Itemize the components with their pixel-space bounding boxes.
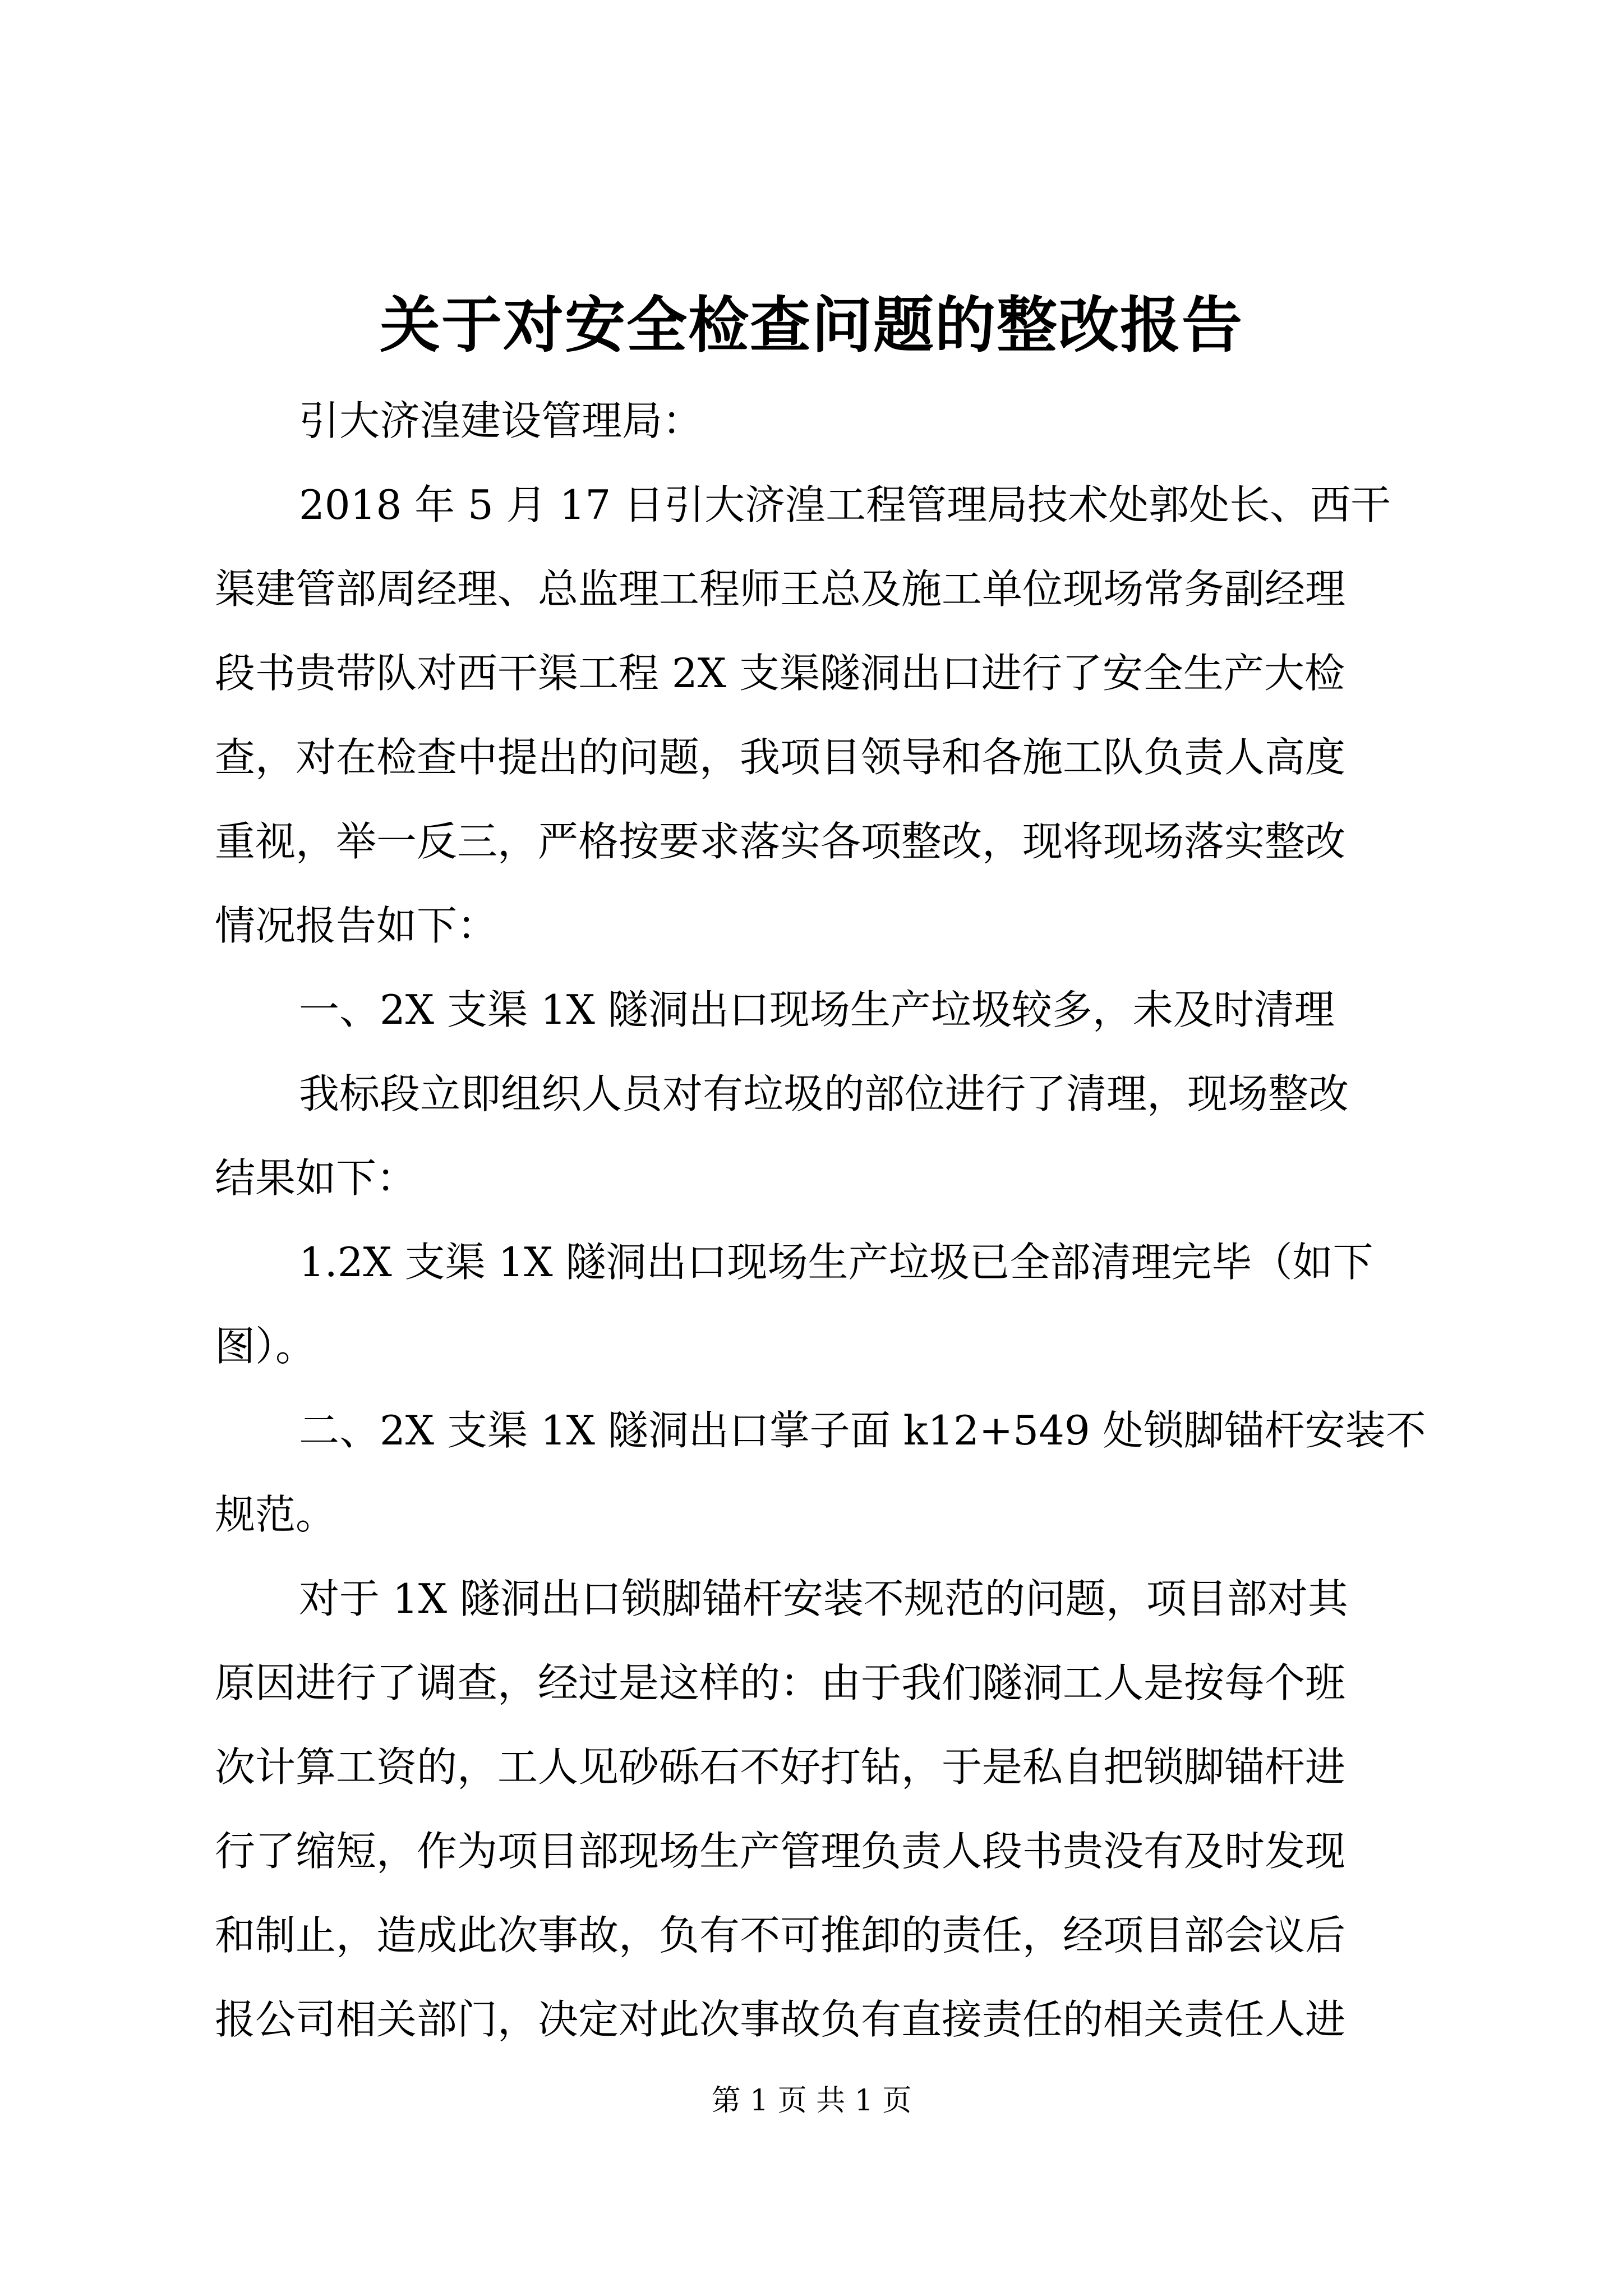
paragraph-line: 对于 1X 隧洞出口锁脚锚杆安装不规范的问题，项目部对其 [299,1575,1348,1622]
paragraph-line: 结果如下： [215,1154,417,1202]
page-footer: 第 1 页 共 1 页 [711,2084,912,2118]
paragraph-line: 我标段立即组织人员对有垃圾的部位进行了清理，现场整改 [299,1070,1349,1117]
paragraph-line: 原因进行了调查，经过是这样的：由于我们隧洞工人是按每个班 [215,1659,1346,1706]
list-item-line: 1.2X 支渠 1X 隧洞出口现场生产垃圾已全部清理完毕（如下 [299,1239,1373,1286]
paragraph-line: 重视，举一反三，严格按要求落实各项整改，现将现场落实整改 [215,818,1346,865]
paragraph-line: 行了缩短，作为项目部现场生产管理负责人段书贵没有及时发现 [215,1828,1346,1875]
paragraph-line: 情况报告如下： [215,902,498,949]
document-title: 关于对安全检查问题的整改报告 [379,290,1243,361]
section-heading-1: 一、2X 支渠 1X 隧洞出口现场生产垃圾较多，未及时清理 [299,986,1335,1033]
salutation: 引大济湟建设管理局： [299,397,703,444]
section-heading-2: 二、2X 支渠 1X 隧洞出口掌子面 k12+549 处锁脚锚杆安装不 [299,1407,1426,1454]
section-heading-2-cont: 规范。 [215,1491,336,1538]
paragraph-line: 2018 年 5 月 17 日引大济湟工程管理局技术处郭处长、西干 [299,481,1391,528]
paragraph-line: 段书贵带队对西干渠工程 2X 支渠隧洞出口进行了安全生产大检 [215,650,1345,697]
list-item-line: 图）。 [215,1323,316,1370]
paragraph-line: 渠建管部周经理、总监理工程师王总及施工单位现场常务副经理 [215,565,1346,613]
paragraph-line: 报公司相关部门，决定对此次事故负有直接责任的相关责任人进 [215,1996,1346,2043]
paragraph-line: 查，对在检查中提出的问题，我项目领导和各施工队负责人高度 [215,734,1346,781]
paragraph-line: 和制止，造成此次事故，负有不可推卸的责任，经项目部会议后 [215,1912,1346,1959]
document-body [215,379,1426,2062]
paragraph-line: 次计算工资的，工人见砂砾石不好打钻，于是私自把锁脚锚杆进 [215,1743,1346,1791]
